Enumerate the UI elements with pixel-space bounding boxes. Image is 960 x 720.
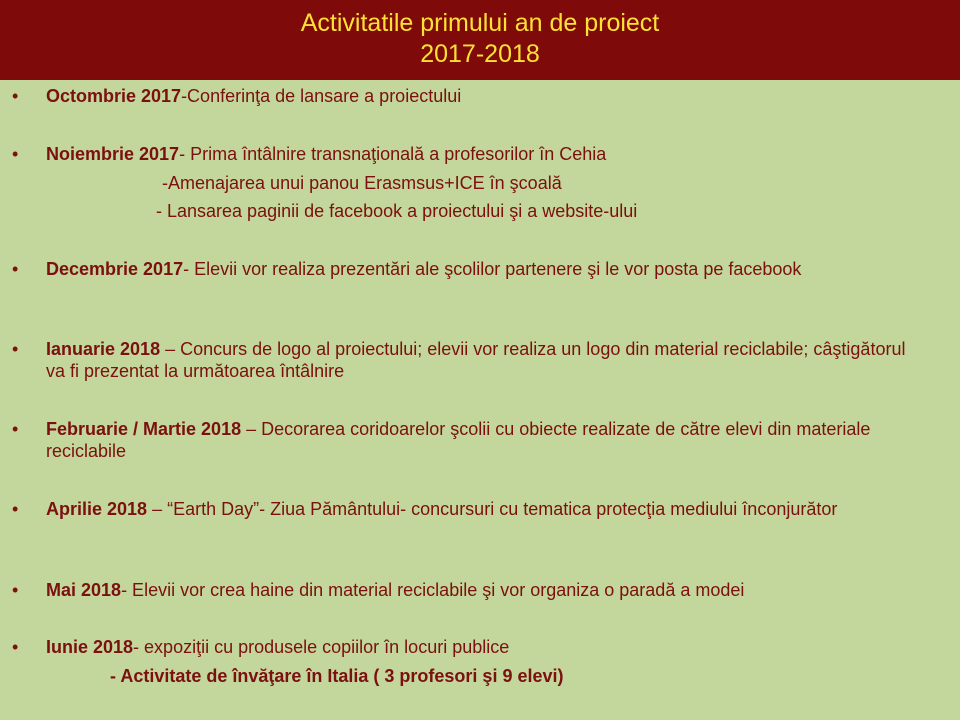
item-text: - Prima întâlnire transnaţională a profesorilor în Cehia — [179, 144, 607, 164]
sub-item-text: - Activitate de învăţare în Italia ( 3 profesori şi 9 elevi) — [110, 666, 564, 686]
slide-title-bar — [0, 0, 960, 80]
item-text: – Decorarea coridoarelor şcolii cu obiecte realizate de către elevi din materiale reciclabile — [46, 419, 871, 461]
bullet-icon: • — [12, 637, 19, 657]
slide-title: Activitatile primului an de proiect — [300, 9, 660, 37]
item-text: - expoziţii cu produsele copiilor în locuri publice — [133, 637, 510, 657]
item-month: Februarie / Martie 2018 — [46, 419, 242, 439]
item-month: Decembrie 2017 — [46, 259, 184, 279]
bullet-icon: • — [12, 144, 19, 164]
item-text: -Conferinţa de lansare a proiectului — [181, 86, 462, 106]
slide-subtitle-years: 2017-2018 — [420, 40, 540, 68]
item-month: Aprilie 2018 — [46, 499, 148, 519]
bullet-icon: • — [12, 580, 19, 600]
sub-item-text: - Lansarea paginii de facebook a proiectului şi a website-ului — [156, 201, 638, 221]
item-text: – “Earth Day”- Ziua Pământului- concursuri cu tematica protecţia mediului înconjurător — [147, 499, 838, 519]
bullet-icon: • — [12, 499, 19, 519]
item-month: Mai 2018 — [46, 580, 122, 600]
bullet-icon: • — [12, 86, 19, 106]
bullet-icon: • — [12, 339, 19, 359]
bullet-icon: • — [12, 419, 19, 439]
item-month: Iunie 2018 — [46, 637, 134, 657]
item-text: – Concurs de logo al proiectului; elevii vor realiza un logo din material reciclabile; câştigătorul va fi prezentat la următoarea întâlnire — [46, 339, 906, 381]
bullet-icon: • — [12, 259, 19, 279]
item-text: - Elevii vor crea haine din material reciclabile şi vor organiza o paradă a modei — [121, 580, 745, 600]
item-month: Octombrie 2017 — [46, 86, 182, 106]
item-text: - Elevii vor realiza prezentări ale şcolilor partenere şi le vor posta pe facebook — [183, 259, 802, 279]
item-month: Noiembrie 2017 — [46, 144, 180, 164]
item-month: Ianuarie 2018 — [46, 339, 161, 359]
sub-item-text: -Amenajarea unui panou Erasmsus+ICE în şcoală — [162, 173, 562, 193]
